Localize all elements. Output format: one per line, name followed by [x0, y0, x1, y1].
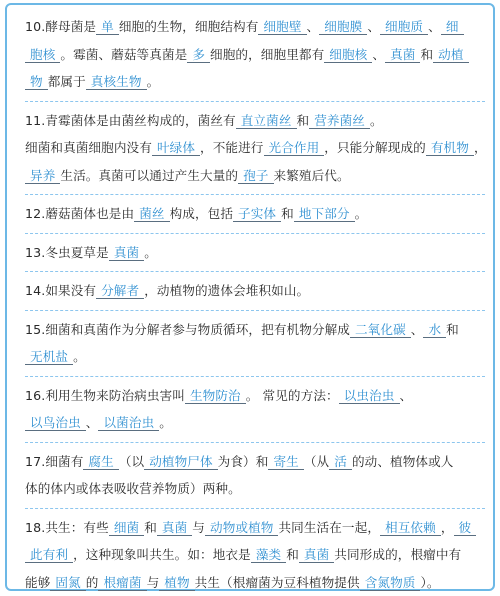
- question-text: 。: [355, 206, 368, 221]
- question-text: 。: [370, 113, 383, 128]
- question-text: 11.青霉菌体是由菌丝构成的，菌丝有: [25, 113, 236, 128]
- question-text: 与: [192, 520, 205, 535]
- answer-blank: 营养菌丝: [309, 113, 370, 129]
- question-text: 为食）和: [218, 454, 269, 469]
- answer-blank: 真菌: [157, 520, 192, 536]
- answer-blank: 彼: [454, 520, 477, 536]
- answer-blank: 以菌治虫: [98, 415, 159, 431]
- dashed-divider: [25, 310, 485, 311]
- question-text: 10.酵母菌是: [25, 19, 96, 34]
- answer-blank: 菌丝: [134, 206, 169, 222]
- question-text: 和: [446, 322, 459, 337]
- answer-blank: 含氮物质: [360, 575, 421, 591]
- dashed-divider: [25, 194, 485, 195]
- text-line: [25, 409, 485, 437]
- answer-blank: 细: [441, 19, 464, 35]
- question-text: 和: [286, 547, 299, 562]
- text-line: [25, 134, 485, 162]
- answer-blank: 以鸟治虫: [25, 415, 86, 431]
- question-text: 细菌和真菌细胞内没有: [25, 140, 152, 155]
- question-text: 共同生活在一起，: [278, 520, 380, 535]
- answer-blank: 以虫治虫: [339, 388, 400, 404]
- question-text: 的动、植物体或人: [352, 454, 454, 469]
- question-text: 18.共生：有些: [25, 520, 109, 535]
- text-line: [25, 316, 485, 344]
- question-text: 17.细菌有: [25, 454, 83, 469]
- document-frame: [5, 3, 495, 591]
- answer-blank: 藻类: [251, 547, 286, 563]
- answer-blank: 细胞壁: [258, 19, 306, 35]
- question-text: 、: [367, 19, 380, 34]
- question-text: 和: [281, 206, 294, 221]
- question-text: 与: [147, 575, 160, 590]
- answer-blank: 水: [423, 322, 446, 338]
- question-text: ，这种现象叫共生。如：地衣是: [73, 547, 251, 562]
- answer-blank: 植物: [159, 575, 194, 591]
- answer-blank: 细胞核: [324, 47, 372, 63]
- dashed-divider: [25, 233, 485, 234]
- answer-blank: 真菌: [299, 547, 334, 563]
- dashed-divider: [25, 508, 485, 509]
- answer-blank: 活: [329, 454, 352, 470]
- answer-blank: 寄生: [268, 454, 303, 470]
- question-text: 和: [144, 520, 157, 535]
- answer-blank: 动物或植物: [205, 520, 278, 536]
- answer-blank: 子实体: [233, 206, 281, 222]
- question-text: 。 常见的方法：: [246, 388, 339, 403]
- question-text: ）。: [420, 575, 439, 590]
- question-text: 共生（根瘤菌为豆科植物提供: [195, 575, 360, 590]
- answer-blank: 此有利: [25, 547, 73, 563]
- answer-blank: 根瘤菌: [98, 575, 146, 591]
- answer-blank: 物: [25, 74, 48, 90]
- question-text: 。: [159, 415, 172, 430]
- answer-blank: 胞核: [25, 47, 60, 63]
- question-text: 、: [428, 19, 441, 34]
- question-text: 构成，包括: [170, 206, 233, 221]
- text-line: [25, 569, 485, 596]
- question-text: 共同形成的，根瘤中有: [334, 547, 461, 562]
- question-text: 16.利用生物来防治病虫害叫: [25, 388, 185, 403]
- question-text: （以: [119, 454, 144, 469]
- answer-blank: 孢子: [238, 168, 273, 184]
- text-line: [25, 41, 485, 69]
- text-line: [25, 200, 485, 228]
- text-line: [25, 475, 485, 503]
- question-text: 、: [307, 19, 320, 34]
- answer-blank: 多: [187, 47, 210, 63]
- text-line: [25, 162, 485, 190]
- answer-blank: 相互依赖: [380, 520, 441, 536]
- answer-blank: 腐生: [83, 454, 118, 470]
- answer-blank: 二氧化碳: [350, 322, 411, 338]
- question-text: 、: [400, 388, 413, 403]
- question-text: 体的体内或体表吸收营养物质）两种。: [25, 481, 241, 496]
- question-text: 的: [86, 575, 99, 590]
- text-line: [25, 239, 485, 267]
- question-text: 。: [147, 74, 160, 89]
- answer-blank: 地下部分: [294, 206, 355, 222]
- question-text: 14.如果没有: [25, 283, 96, 298]
- dashed-divider: [25, 442, 485, 443]
- answer-blank: 细菌: [109, 520, 144, 536]
- question-text: 15.细菌和真菌作为分解者参与物质循环，把有机物分解成: [25, 322, 350, 337]
- answer-blank: 直立菌丝: [236, 113, 297, 129]
- dashed-divider: [25, 101, 485, 102]
- question-text: 、: [372, 47, 385, 62]
- question-text: 细胞的，细胞里都有: [210, 47, 324, 62]
- question-text: 。霉菌、蘑菇等真菌是: [60, 47, 187, 62]
- text-line: [25, 541, 485, 569]
- answer-blank: 分解者: [96, 283, 144, 299]
- question-text: 生活。真菌可以通过产生大量的: [60, 168, 238, 183]
- answer-blank: 真核生物: [86, 74, 147, 90]
- worksheet-content: [25, 13, 485, 596]
- text-line: [25, 68, 485, 96]
- question-text: 都属于: [48, 74, 86, 89]
- question-text: 和: [297, 113, 310, 128]
- question-text: 能够: [25, 575, 50, 590]
- text-line: [25, 382, 485, 410]
- question-text: ，: [474, 140, 487, 155]
- answer-blank: 动植物尸体: [144, 454, 217, 470]
- question-text: 13.冬虫夏草是: [25, 245, 109, 260]
- question-text: 。: [73, 349, 86, 364]
- answer-blank: 固氮: [50, 575, 85, 591]
- question-text: 。: [144, 245, 157, 260]
- question-text: ，: [441, 520, 454, 535]
- answer-blank: 异养: [25, 168, 60, 184]
- question-text: 、: [411, 322, 424, 337]
- answer-blank: 细胞膜: [319, 19, 367, 35]
- question-text: 和: [420, 47, 433, 62]
- answer-blank: 叶绿体: [152, 140, 200, 156]
- text-line: [25, 448, 485, 476]
- text-line: [25, 277, 485, 305]
- dashed-divider: [25, 376, 485, 377]
- answer-blank: 有机物: [426, 140, 474, 156]
- question-text: 细胞的生物，细胞结构有: [119, 19, 259, 34]
- text-line: [25, 13, 485, 41]
- question-text: ，动植物的遗体会堆积如山。: [144, 283, 309, 298]
- text-line: [25, 514, 485, 542]
- question-text: 12.蘑菇菌体也是由: [25, 206, 134, 221]
- question-text: 来繁殖后代。: [274, 168, 350, 183]
- question-text: 、: [86, 415, 99, 430]
- answer-blank: 真菌: [109, 245, 144, 261]
- answer-blank: 生物防治: [185, 388, 246, 404]
- question-text: ，只能分解现成的: [324, 140, 426, 155]
- text-line: [25, 107, 485, 135]
- answer-blank: 细胞质: [380, 19, 428, 35]
- answer-blank: 动植: [433, 47, 468, 63]
- text-line: [25, 343, 485, 371]
- dashed-divider: [25, 271, 485, 272]
- answer-blank: 无机盐: [25, 349, 73, 365]
- answer-blank: 真菌: [385, 47, 420, 63]
- answer-blank: 光合作用: [264, 140, 325, 156]
- question-text: （从: [304, 454, 329, 469]
- answer-blank: 单: [96, 19, 119, 35]
- question-text: ，不能进行: [200, 140, 263, 155]
